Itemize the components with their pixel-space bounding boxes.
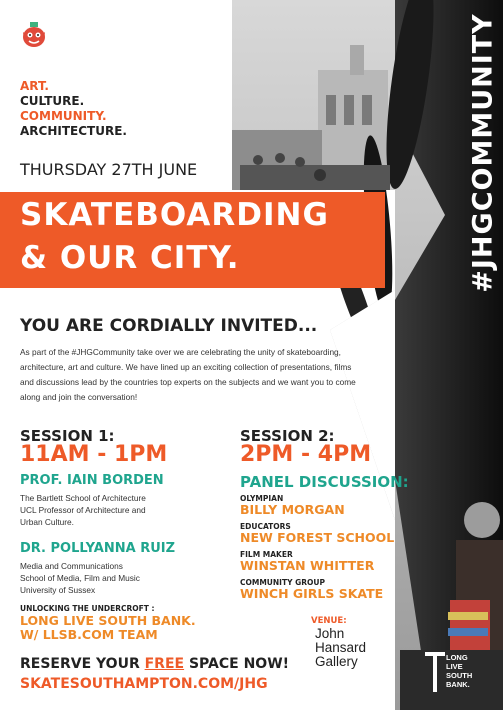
- panelist-3-role: FILM MAKER: [240, 550, 293, 559]
- llsb-line-1: LONG: [446, 653, 468, 662]
- event-url-link[interactable]: SKATESOUTHAMPTON.COM/JHG: [20, 676, 268, 692]
- reserve-post: SPACE NOW!: [184, 656, 290, 672]
- undercroft-line-1: LONG LIVE SOUTH BANK.: [20, 613, 196, 628]
- panelist-4-role: COMMUNITY GROUP: [240, 578, 326, 587]
- speaker-2-name: DR. POLLYANNA RUIZ: [20, 541, 176, 556]
- panelist-1-name: BILLY MORGAN: [240, 502, 345, 517]
- panelist-2-role: EDUCATORS: [240, 522, 291, 531]
- panelist-1-role: OLYMPIAN: [240, 494, 284, 503]
- monster-logo-icon: [18, 20, 50, 52]
- llsb-line-2: LIVE: [446, 662, 463, 671]
- speaker-1-name: PROF. IAIN BORDEN: [20, 473, 164, 488]
- tag-community: COMMUNITY.: [20, 109, 107, 123]
- tag-architecture: ARCHITECTURE.: [20, 124, 127, 138]
- invite-heading: YOU ARE CORDIALLY INVITED...: [20, 316, 318, 336]
- panel-discussion-heading: PANEL DISCUSSION:: [240, 473, 409, 491]
- speaker-2-line-3: University of Sussex: [20, 585, 96, 595]
- undercroft-label: UNLOCKING THE UNDERCROFT :: [20, 604, 155, 613]
- session-1-time: 11AM - 1PM: [20, 442, 168, 467]
- title-line-1: SKATEBOARDING: [20, 197, 329, 233]
- hashtag-vertical: [467, 13, 499, 293]
- speaker-1-line-2: UCL Professor of Architecture and: [20, 505, 146, 515]
- llsb-line-3: SOUTH: [446, 671, 473, 680]
- reserve-pre: RESERVE YOUR: [20, 656, 145, 672]
- speaker-1-line-1: The Bartlett School of Architecture: [20, 493, 146, 503]
- reserve-cta: [20, 656, 289, 672]
- venue-line-2: Hansard: [315, 640, 367, 655]
- session-1-label: SESSION 1:: [20, 427, 115, 445]
- panelist-4-name: WINCH GIRLS SKATE: [240, 586, 384, 601]
- undercroft-line-2: W/ LLSB.COM TEAM: [20, 627, 158, 642]
- session-2-time: 2PM - 4PM: [240, 442, 372, 467]
- speaker-2-line-1: Media and Communications: [20, 561, 123, 571]
- venue-line-3: Gallery: [315, 654, 358, 669]
- venue-line-1: John: [315, 626, 345, 641]
- panelist-3-name: WINSTAN WHITTER: [240, 558, 375, 573]
- speaker-2-line-2: School of Media, Film and Music: [20, 573, 140, 583]
- speaker-1-line-3: Urban Culture.: [20, 517, 74, 527]
- tag-culture: CULTURE.: [20, 94, 85, 108]
- llsb-line-4: BANK.: [446, 680, 470, 689]
- event-date: THURSDAY 27TH JUNE: [20, 160, 198, 179]
- venue-label: VENUE:: [311, 616, 347, 626]
- session-2-label: SESSION 2:: [240, 427, 335, 445]
- intro-paragraph: As part of the #JHGCommunity take over we are celebrating the unity of skateboarding, architecture, art and culture. We have lined up an exciting collection of presentations, films and discussions lead by the countries top experts on the subjects and we want you to come along and join the conversation!: [20, 347, 356, 402]
- hashtag-text: #JHGCOMMUNITY: [467, 13, 499, 293]
- panelist-2-name: NEW FOREST SCHOOL: [240, 530, 395, 545]
- title-line-2: & OUR CITY.: [20, 240, 240, 276]
- reserve-free: FREE: [144, 656, 185, 672]
- tag-art: ART.: [20, 79, 49, 93]
